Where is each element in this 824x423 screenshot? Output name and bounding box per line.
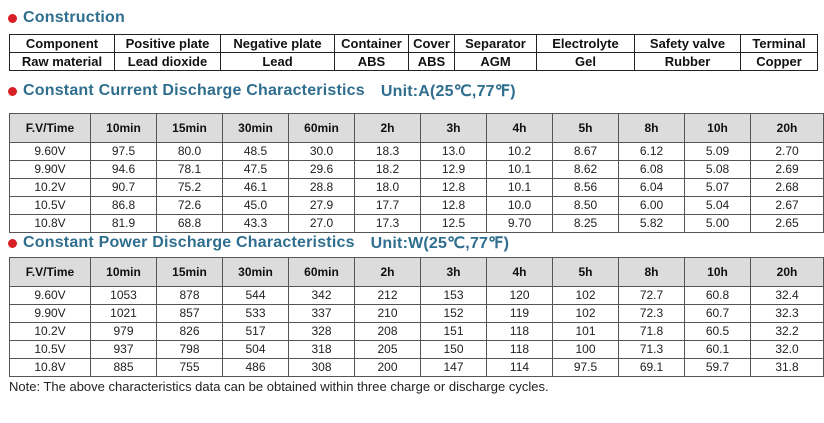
value-cell: 208 bbox=[355, 323, 421, 341]
value-cell: 147 bbox=[421, 359, 487, 377]
construction-header-cell: Negative plate bbox=[221, 35, 335, 53]
current-discharge-title-text: Constant Current Discharge Characteristics bbox=[23, 82, 365, 99]
value-cell: 18.2 bbox=[355, 161, 421, 179]
current-header-row bbox=[10, 114, 824, 143]
value-cell: 48.5 bbox=[223, 143, 289, 161]
value-cell: 533 bbox=[223, 305, 289, 323]
power-unit-text: Unit:W(25℃,77℉) bbox=[370, 235, 510, 252]
voltage-cell: 10.2V bbox=[10, 179, 91, 197]
value-cell: 937 bbox=[91, 341, 157, 359]
value-cell: 6.00 bbox=[619, 197, 685, 215]
construction-value-cell: Gel bbox=[537, 53, 635, 71]
construction-table bbox=[9, 34, 818, 71]
value-cell: 328 bbox=[289, 323, 355, 341]
value-cell: 1053 bbox=[91, 287, 157, 305]
power-header-row bbox=[10, 258, 824, 287]
construction-value-cell: Lead bbox=[221, 53, 335, 71]
current-header-cell: 15min bbox=[157, 114, 223, 143]
value-cell: 8.62 bbox=[553, 161, 619, 179]
table-row bbox=[10, 161, 824, 179]
value-cell: 755 bbox=[157, 359, 223, 377]
value-cell: 17.3 bbox=[355, 215, 421, 233]
value-cell: 826 bbox=[157, 323, 223, 341]
value-cell: 78.1 bbox=[157, 161, 223, 179]
value-cell: 5.04 bbox=[685, 197, 751, 215]
value-cell: 318 bbox=[289, 341, 355, 359]
value-cell: 59.7 bbox=[685, 359, 751, 377]
construction-value-cell: Copper bbox=[741, 53, 818, 71]
current-header-cell: F.V/Time bbox=[10, 114, 91, 143]
power-header-cell: 30min bbox=[223, 258, 289, 287]
value-cell: 119 bbox=[487, 305, 553, 323]
construction-value-cell: Lead dioxide bbox=[115, 53, 221, 71]
value-cell: 6.12 bbox=[619, 143, 685, 161]
value-cell: 72.6 bbox=[157, 197, 223, 215]
value-cell: 102 bbox=[553, 287, 619, 305]
value-cell: 12.8 bbox=[421, 179, 487, 197]
value-cell: 5.00 bbox=[685, 215, 751, 233]
construction-value-cell: ABS bbox=[409, 53, 455, 71]
value-cell: 17.7 bbox=[355, 197, 421, 215]
construction-header-cell: Positive plate bbox=[115, 35, 221, 53]
bullet-dot-icon bbox=[8, 239, 17, 248]
current-header-cell: 2h bbox=[355, 114, 421, 143]
construction-value-cell: Rubber bbox=[635, 53, 741, 71]
table-row bbox=[10, 341, 824, 359]
value-cell: 878 bbox=[157, 287, 223, 305]
value-cell: 27.0 bbox=[289, 215, 355, 233]
value-cell: 885 bbox=[91, 359, 157, 377]
value-cell: 31.8 bbox=[751, 359, 824, 377]
value-cell: 28.8 bbox=[289, 179, 355, 197]
bullet-dot-icon bbox=[8, 87, 17, 96]
value-cell: 118 bbox=[487, 323, 553, 341]
value-cell: 97.5 bbox=[553, 359, 619, 377]
value-cell: 5.07 bbox=[685, 179, 751, 197]
current-header-cell: 4h bbox=[487, 114, 553, 143]
value-cell: 90.7 bbox=[91, 179, 157, 197]
value-cell: 200 bbox=[355, 359, 421, 377]
value-cell: 798 bbox=[157, 341, 223, 359]
value-cell: 2.70 bbox=[751, 143, 824, 161]
value-cell: 212 bbox=[355, 287, 421, 305]
value-cell: 69.1 bbox=[619, 359, 685, 377]
construction-header-cell: Terminal bbox=[741, 35, 818, 53]
value-cell: 27.9 bbox=[289, 197, 355, 215]
power-header-cell: 20h bbox=[751, 258, 824, 287]
value-cell: 5.09 bbox=[685, 143, 751, 161]
value-cell: 8.56 bbox=[553, 179, 619, 197]
construction-header-cell: Cover bbox=[409, 35, 455, 53]
value-cell: 9.70 bbox=[487, 215, 553, 233]
value-cell: 43.3 bbox=[223, 215, 289, 233]
value-cell: 29.6 bbox=[289, 161, 355, 179]
value-cell: 47.5 bbox=[223, 161, 289, 179]
voltage-cell: 9.60V bbox=[10, 287, 91, 305]
note-text: Note: The above characteristics data can be obtained within three charge or discharge cycles. bbox=[9, 379, 549, 394]
value-cell: 8.25 bbox=[553, 215, 619, 233]
value-cell: 210 bbox=[355, 305, 421, 323]
construction-title bbox=[8, 8, 125, 28]
voltage-cell: 10.8V bbox=[10, 359, 91, 377]
value-cell: 100 bbox=[553, 341, 619, 359]
current-header-cell: 10h bbox=[685, 114, 751, 143]
value-cell: 10.1 bbox=[487, 179, 553, 197]
value-cell: 12.8 bbox=[421, 197, 487, 215]
value-cell: 81.9 bbox=[91, 215, 157, 233]
voltage-cell: 10.2V bbox=[10, 323, 91, 341]
value-cell: 5.82 bbox=[619, 215, 685, 233]
current-header-cell: 30min bbox=[223, 114, 289, 143]
value-cell: 30.0 bbox=[289, 143, 355, 161]
value-cell: 13.0 bbox=[421, 143, 487, 161]
value-cell: 120 bbox=[487, 287, 553, 305]
value-cell: 2.68 bbox=[751, 179, 824, 197]
value-cell: 86.8 bbox=[91, 197, 157, 215]
value-cell: 544 bbox=[223, 287, 289, 305]
table-row bbox=[10, 143, 824, 161]
value-cell: 32.2 bbox=[751, 323, 824, 341]
power-header-cell: 15min bbox=[157, 258, 223, 287]
value-cell: 45.0 bbox=[223, 197, 289, 215]
construction-header-cell: Container bbox=[335, 35, 409, 53]
current-header-cell: 20h bbox=[751, 114, 824, 143]
value-cell: 2.69 bbox=[751, 161, 824, 179]
value-cell: 18.0 bbox=[355, 179, 421, 197]
value-cell: 205 bbox=[355, 341, 421, 359]
value-cell: 12.5 bbox=[421, 215, 487, 233]
voltage-cell: 9.90V bbox=[10, 161, 91, 179]
value-cell: 60.7 bbox=[685, 305, 751, 323]
value-cell: 1021 bbox=[91, 305, 157, 323]
current-unit-text: Unit:A(25℃,77℉) bbox=[380, 83, 516, 100]
value-cell: 2.65 bbox=[751, 215, 824, 233]
value-cell: 517 bbox=[223, 323, 289, 341]
current-header-cell: 8h bbox=[619, 114, 685, 143]
construction-header-row bbox=[10, 35, 818, 53]
construction-header-cell: Separator bbox=[455, 35, 537, 53]
table-row bbox=[10, 179, 824, 197]
construction-value-cell: ABS bbox=[335, 53, 409, 71]
value-cell: 6.04 bbox=[619, 179, 685, 197]
current-discharge-title bbox=[8, 81, 516, 101]
power-header-cell: 5h bbox=[553, 258, 619, 287]
value-cell: 12.9 bbox=[421, 161, 487, 179]
power-discharge-title bbox=[8, 233, 509, 253]
power-header-cell: 8h bbox=[619, 258, 685, 287]
construction-header-cell: Electrolyte bbox=[537, 35, 635, 53]
current-header-cell: 5h bbox=[553, 114, 619, 143]
value-cell: 60.8 bbox=[685, 287, 751, 305]
value-cell: 8.50 bbox=[553, 197, 619, 215]
value-cell: 72.3 bbox=[619, 305, 685, 323]
bullet-dot-icon bbox=[8, 14, 17, 23]
table-row bbox=[10, 323, 824, 341]
construction-value-cell: Raw material bbox=[10, 53, 115, 71]
value-cell: 6.08 bbox=[619, 161, 685, 179]
value-cell: 60.5 bbox=[685, 323, 751, 341]
voltage-cell: 9.60V bbox=[10, 143, 91, 161]
table-row bbox=[10, 305, 824, 323]
table-row bbox=[10, 197, 824, 215]
table-row bbox=[10, 215, 824, 233]
construction-value-cell: AGM bbox=[455, 53, 537, 71]
value-cell: 71.8 bbox=[619, 323, 685, 341]
value-cell: 101 bbox=[553, 323, 619, 341]
current-header-cell: 3h bbox=[421, 114, 487, 143]
current-discharge-table bbox=[9, 113, 824, 233]
value-cell: 10.1 bbox=[487, 161, 553, 179]
table-row bbox=[10, 287, 824, 305]
value-cell: 114 bbox=[487, 359, 553, 377]
value-cell: 32.3 bbox=[751, 305, 824, 323]
power-header-cell: 10h bbox=[685, 258, 751, 287]
value-cell: 75.2 bbox=[157, 179, 223, 197]
value-cell: 97.5 bbox=[91, 143, 157, 161]
value-cell: 150 bbox=[421, 341, 487, 359]
value-cell: 32.0 bbox=[751, 341, 824, 359]
current-header-cell: 10min bbox=[91, 114, 157, 143]
voltage-cell: 10.5V bbox=[10, 197, 91, 215]
value-cell: 337 bbox=[289, 305, 355, 323]
value-cell: 18.3 bbox=[355, 143, 421, 161]
value-cell: 153 bbox=[421, 287, 487, 305]
value-cell: 10.0 bbox=[487, 197, 553, 215]
value-cell: 979 bbox=[91, 323, 157, 341]
power-discharge-title-text: Constant Power Discharge Characteristics bbox=[23, 234, 355, 251]
value-cell: 2.67 bbox=[751, 197, 824, 215]
value-cell: 94.6 bbox=[91, 161, 157, 179]
value-cell: 486 bbox=[223, 359, 289, 377]
value-cell: 68.8 bbox=[157, 215, 223, 233]
construction-value-row bbox=[10, 53, 818, 71]
construction-header-cell: Component bbox=[10, 35, 115, 53]
voltage-cell: 9.90V bbox=[10, 305, 91, 323]
power-header-cell: 10min bbox=[91, 258, 157, 287]
power-discharge-table bbox=[9, 257, 824, 377]
value-cell: 32.4 bbox=[751, 287, 824, 305]
value-cell: 60.1 bbox=[685, 341, 751, 359]
voltage-cell: 10.8V bbox=[10, 215, 91, 233]
value-cell: 80.0 bbox=[157, 143, 223, 161]
voltage-cell: 10.5V bbox=[10, 341, 91, 359]
power-header-cell: 4h bbox=[487, 258, 553, 287]
value-cell: 118 bbox=[487, 341, 553, 359]
value-cell: 342 bbox=[289, 287, 355, 305]
power-header-cell: 2h bbox=[355, 258, 421, 287]
value-cell: 857 bbox=[157, 305, 223, 323]
value-cell: 151 bbox=[421, 323, 487, 341]
construction-header-cell: Safety valve bbox=[635, 35, 741, 53]
value-cell: 5.08 bbox=[685, 161, 751, 179]
value-cell: 10.2 bbox=[487, 143, 553, 161]
current-header-cell: 60min bbox=[289, 114, 355, 143]
power-header-cell: 60min bbox=[289, 258, 355, 287]
table-row bbox=[10, 359, 824, 377]
value-cell: 46.1 bbox=[223, 179, 289, 197]
value-cell: 71.3 bbox=[619, 341, 685, 359]
power-header-cell: 3h bbox=[421, 258, 487, 287]
value-cell: 102 bbox=[553, 305, 619, 323]
value-cell: 8.67 bbox=[553, 143, 619, 161]
value-cell: 152 bbox=[421, 305, 487, 323]
value-cell: 308 bbox=[289, 359, 355, 377]
value-cell: 72.7 bbox=[619, 287, 685, 305]
value-cell: 504 bbox=[223, 341, 289, 359]
power-header-cell: F.V/Time bbox=[10, 258, 91, 287]
construction-title-text: Construction bbox=[23, 9, 125, 26]
